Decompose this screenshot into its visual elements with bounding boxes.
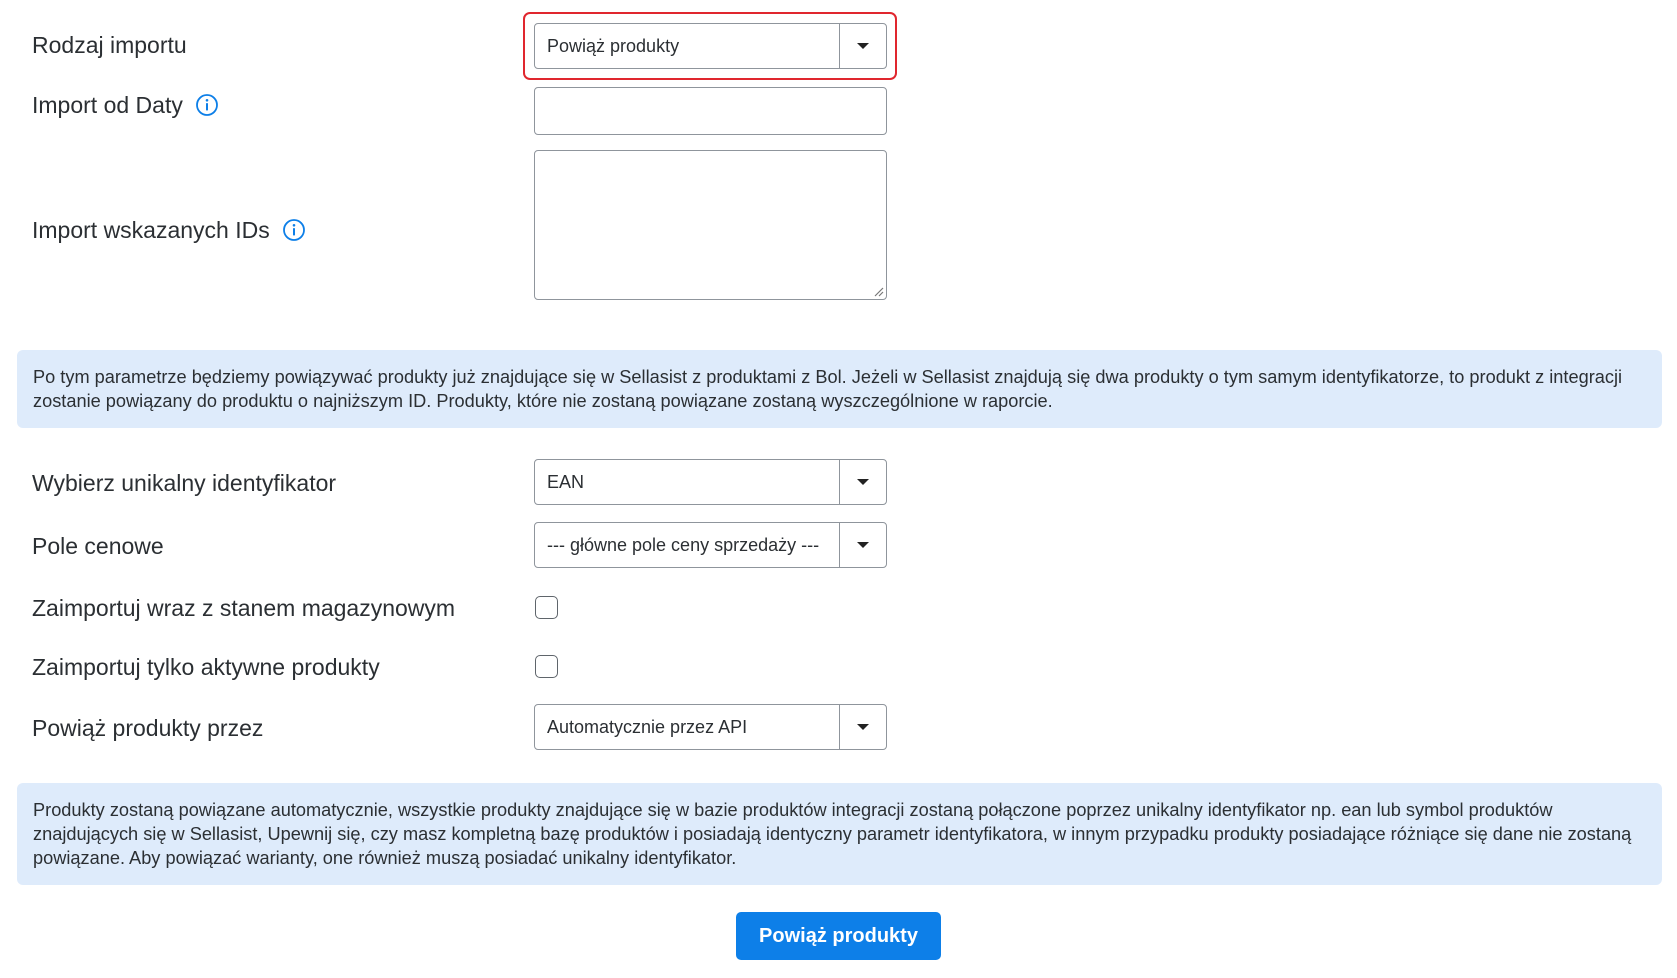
price-field-select[interactable] (534, 522, 887, 568)
price-field-label: Pole cenowe (32, 532, 164, 559)
import-with-stock-label: Zaimportuj wraz z stanem magazynowym (32, 594, 456, 621)
link-products-by-value: Automatycznie przez API (547, 716, 748, 737)
caret-down-icon[interactable] (839, 460, 886, 504)
import-only-active-label: Zaimportuj tylko aktywne produkty (32, 653, 380, 680)
link-products-by-select[interactable] (534, 704, 887, 750)
resize-grip-icon[interactable] (872, 285, 884, 297)
import-from-date-input[interactable] (534, 87, 887, 135)
unique-identifier-select[interactable] (534, 459, 887, 505)
import-type-select[interactable] (534, 23, 887, 69)
import-type-label: Rodzaj importu (32, 31, 187, 58)
import-ids-textarea[interactable] (534, 150, 887, 300)
info-circle-icon[interactable] (282, 218, 306, 242)
unique-identifier-label: Wybierz unikalny identyfikator (32, 469, 337, 496)
link-products-by-label: Powiąż produkty przez (32, 714, 264, 741)
price-field-value: --- główne pole ceny sprzedaży --- (547, 534, 820, 555)
link-products-button[interactable]: Powiąż produkty (736, 912, 941, 960)
info-circle-icon[interactable] (195, 93, 219, 117)
caret-down-icon[interactable] (839, 24, 886, 68)
import-with-stock-checkbox[interactable] (535, 596, 558, 619)
import-only-active-checkbox[interactable] (535, 655, 558, 678)
import-from-date-label: Import od Daty (32, 90, 219, 120)
unique-identifier-value: EAN (547, 471, 585, 492)
caret-down-icon[interactable] (839, 523, 886, 567)
caret-down-icon[interactable] (839, 705, 886, 749)
info-notice-identifier: Po tym parametrze będziemy powiązywać produkty już znajdujące się w Sellasist z produktami z Bol. Jeżeli w Sellasist znajdują się dwa produkty o tym samym identyfikatorze, to produkt z integracji zostanie powiązany do produktu o najniższym ID. Produkty, które nie zostaną powiązane zostaną wyszczególnione w raporcie. (17, 350, 1662, 428)
import-ids-label: Import wskazanych IDs (32, 215, 306, 245)
import-type-value: Powiąż produkty (547, 35, 680, 56)
info-notice-auto-link: Produkty zostaną powiązane automatycznie, wszystkie produkty znajdujące się w bazie produktów integracji zostaną połączone poprzez unikalny identyfikator np. ean lub symbol produktów znajdujących się w Sellasist, Upewnij się, czy masz kompletną bazę produktów i posiadają identyczny parametr identyfikatora, w innym przypadku produkty posiadające różniące się dane nie zostaną powiązane. Aby powiązać warianty, one również muszą posiadać unikalny identyfikator. (17, 783, 1662, 885)
